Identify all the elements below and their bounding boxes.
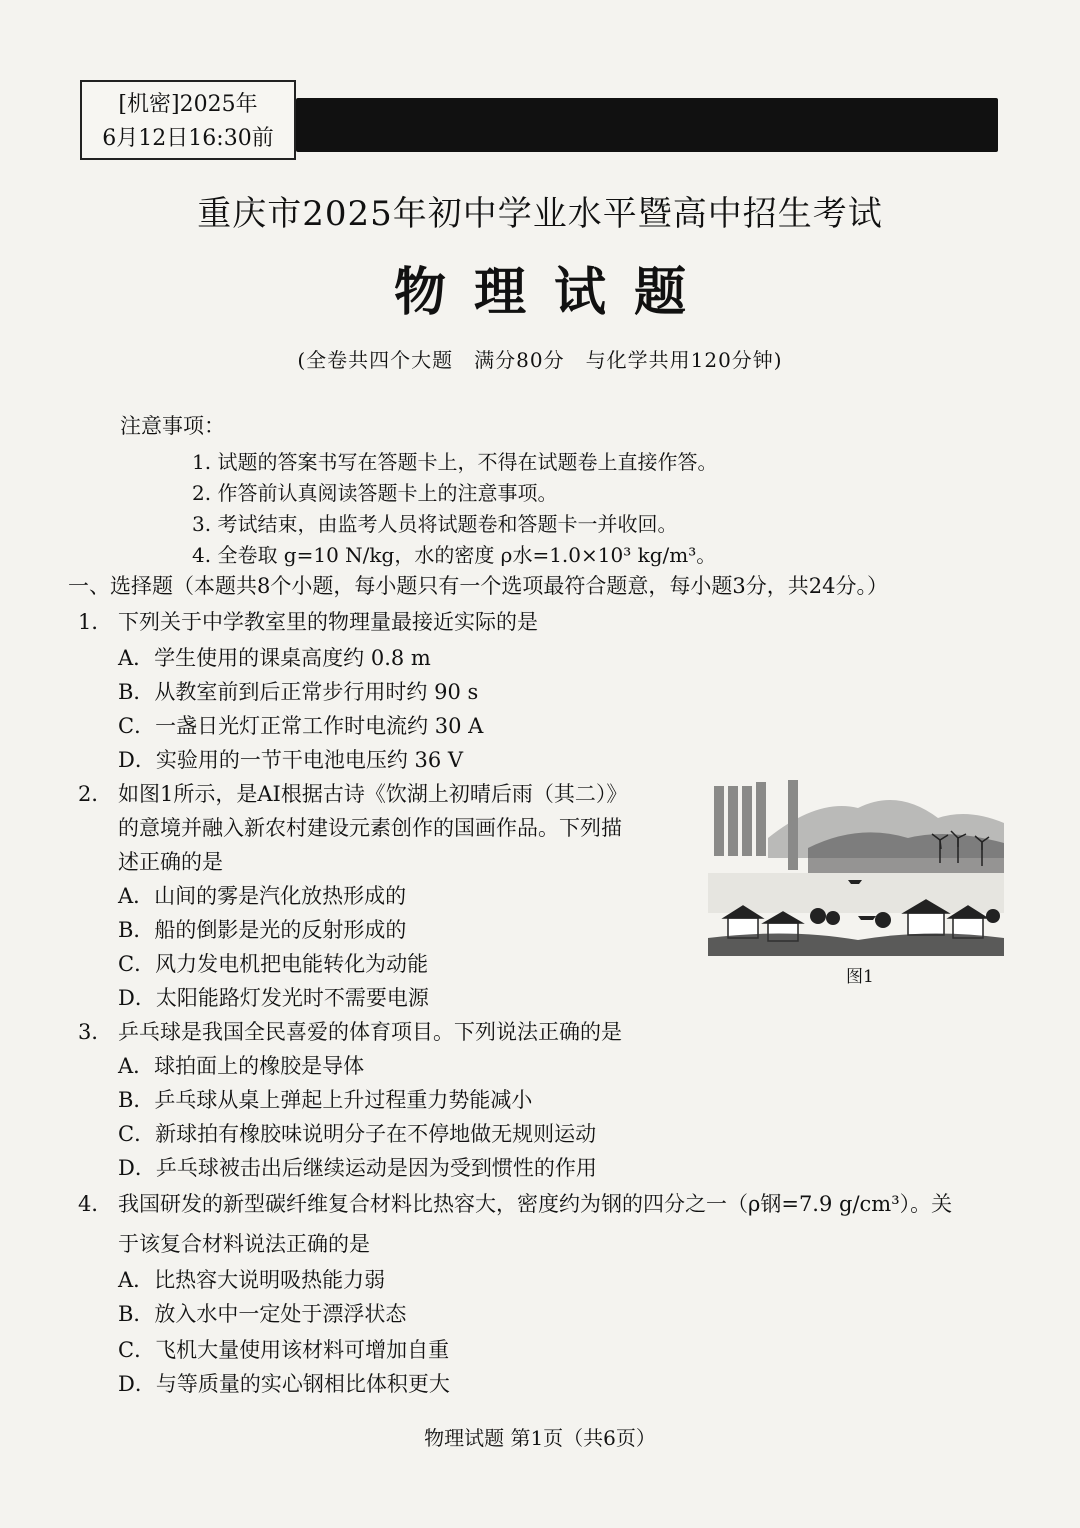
question-number: 1． bbox=[78, 610, 113, 634]
option-b: B．乒乓球从桌上弹起上升过程重力势能减小 bbox=[118, 1088, 533, 1112]
question-text: 的意境并融入新农村建设元素创作的国画作品。下列描 bbox=[118, 816, 622, 840]
option-a: A．山间的雾是汽化放热形成的 bbox=[118, 884, 407, 908]
question-text: 乒乓球是我国全民喜爱的体育项目。下列说法正确的是 bbox=[118, 1020, 622, 1044]
option-d: D．乒乓球被击出后继续运动是因为受到惯性的作用 bbox=[118, 1156, 597, 1180]
question-number: 3． bbox=[78, 1020, 113, 1044]
question-text: 述正确的是 bbox=[118, 850, 223, 874]
option-a: A．学生使用的课桌高度约 0.8 m bbox=[118, 646, 431, 670]
option-d: D．与等质量的实心钢相比体积更大 bbox=[118, 1372, 450, 1396]
question-text: 下列关于中学教室里的物理量最接近实际的是 bbox=[118, 610, 538, 634]
question-text: 我国研发的新型碳纤维复合材料比热容大，密度约为钢的四分之一（ρ钢=7.9 g/cm³）。关 bbox=[118, 1192, 953, 1216]
figure-caption: 图1 bbox=[846, 967, 874, 987]
option-b: B．船的倒影是光的反射形成的 bbox=[118, 918, 407, 942]
subject-title: 物理试题 bbox=[393, 262, 714, 323]
question-number: 2． bbox=[78, 782, 113, 806]
confidential-line-2: 6月12日16:30前 bbox=[102, 126, 274, 151]
option-a: A．比热容大说明吸热能力弱 bbox=[118, 1268, 386, 1292]
confidential-box bbox=[80, 80, 296, 160]
question-number: 4． bbox=[78, 1192, 113, 1216]
confidential-line-1: [机密]2025年 bbox=[118, 92, 258, 117]
notice-item: 2. 作答前认真阅读答题卡上的注意事项。 bbox=[192, 481, 558, 505]
question-text: 如图1所示，是AI根据古诗《饮湖上初晴后雨（其二）》 bbox=[118, 782, 628, 806]
notice-item: 4. 全卷取 g=10 N/kg，水的密度 ρ水=1.0×10³ kg/m³。 bbox=[192, 543, 717, 567]
option-d: D．实验用的一节干电池电压约 36 V bbox=[118, 748, 464, 772]
exam-title: 重庆市2025年初中学业水平暨高中招生考试 bbox=[197, 194, 883, 234]
notice-item: 3. 考试结束，由监考人员将试题卷和答题卡一并收回。 bbox=[192, 512, 678, 536]
option-c: C．一盏日光灯正常工作时电流约 30 A bbox=[118, 714, 484, 738]
question-text: 于该复合材料说法正确的是 bbox=[118, 1232, 370, 1256]
option-c: C．新球拍有橡胶味说明分子在不停地做无规则运动 bbox=[118, 1122, 597, 1146]
redaction-bar bbox=[296, 98, 998, 152]
section-heading: 一、选择题（本题共8个小题，每小题只有一个选项最符合题意，每小题3分，共24分。） bbox=[68, 574, 888, 598]
option-b: B．从教室前到后正常步行用时约 90 s bbox=[118, 680, 479, 704]
option-b: B．放入水中一定处于漂浮状态 bbox=[118, 1302, 407, 1326]
option-c: C．风力发电机把电能转化为动能 bbox=[118, 952, 429, 976]
option-a: A．球拍面上的橡胶是导体 bbox=[118, 1054, 365, 1078]
exam-note: (全卷共四个大题 满分80分 与化学共用120分钟) bbox=[297, 348, 783, 372]
option-c: C．飞机大量使用该材料可增加自重 bbox=[118, 1338, 450, 1362]
notice-heading: 注意事项： bbox=[120, 414, 225, 438]
option-d: D．太阳能路灯发光时不需要电源 bbox=[118, 986, 429, 1010]
page-footer: 物理试题 第1页（共6页） bbox=[424, 1426, 656, 1450]
notice-item: 1. 试题的答案书写在答题卡上，不得在试题卷上直接作答。 bbox=[192, 450, 718, 474]
figure-1-ink-painting bbox=[708, 778, 1004, 956]
